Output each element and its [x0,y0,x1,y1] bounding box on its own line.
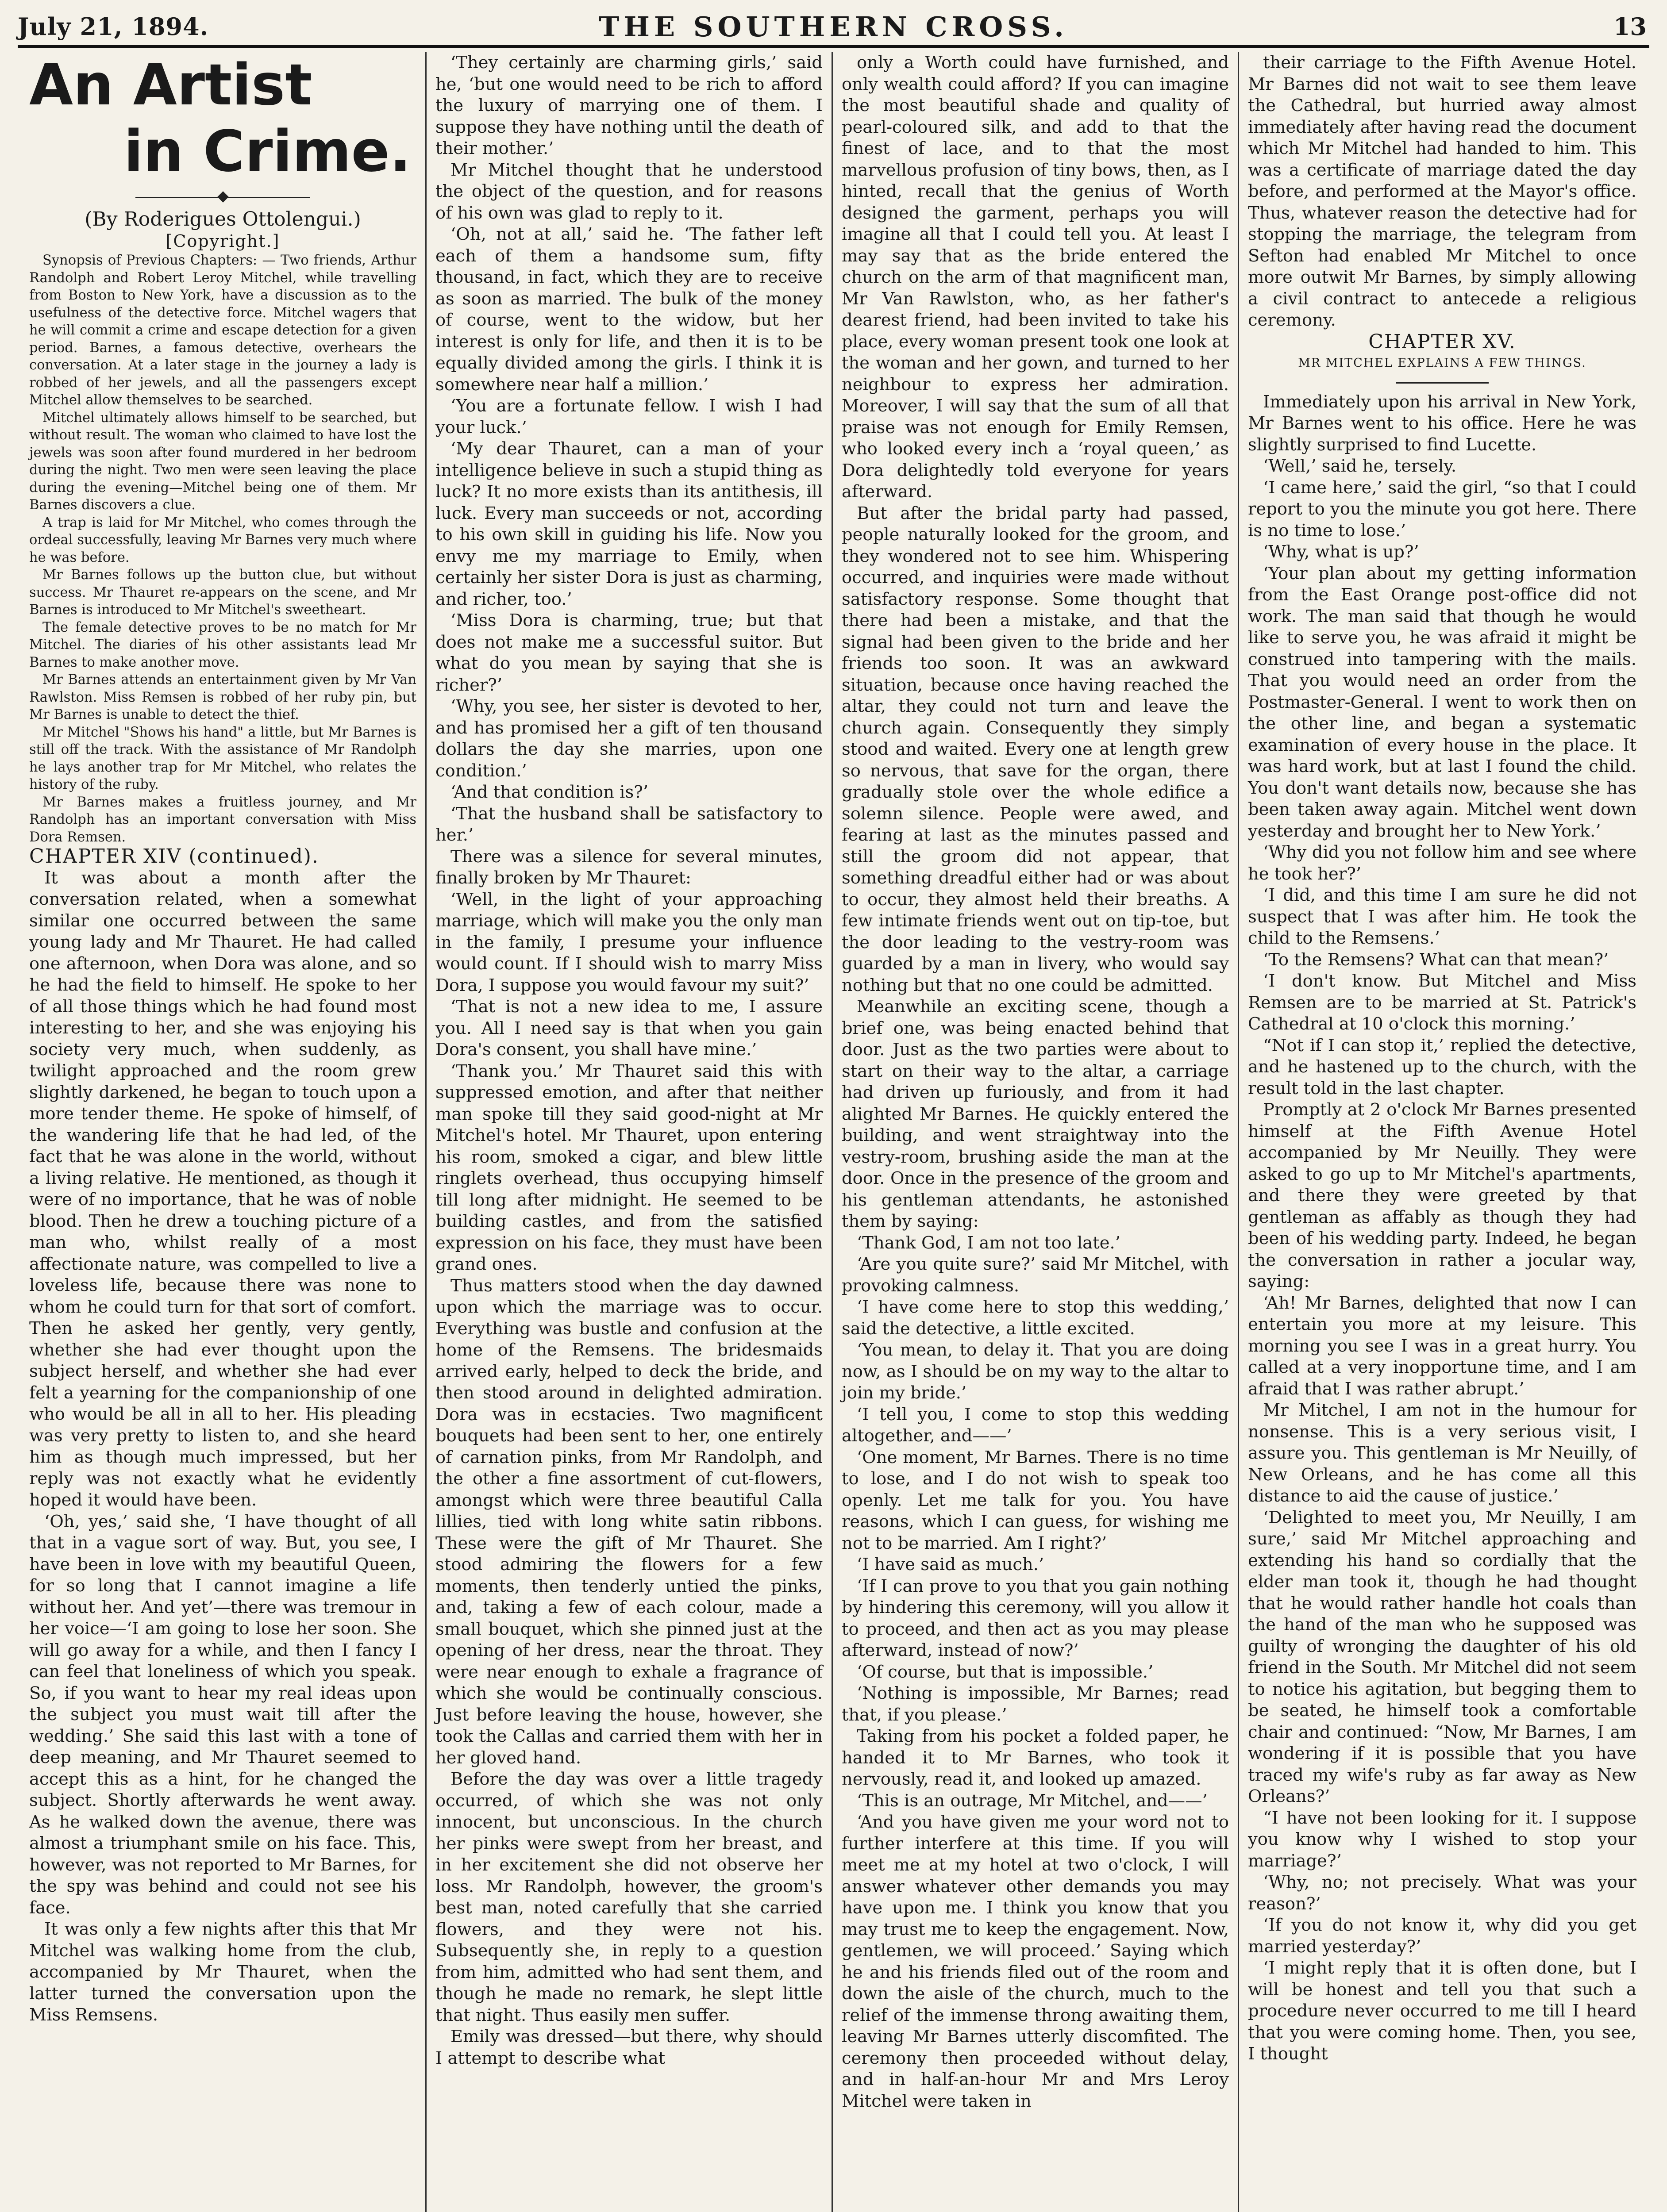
synopsis-paragraph: Mr Barnes makes a fruitless journey, and Mr Randolph has an important conversation with Miss Dora Remsen. [29,794,416,845]
diamond-ornament-icon [217,191,228,202]
body-paragraph: ‘I tell you, I come to stop this wedding altogether, and——’ [842,1404,1229,1446]
column-1 [20,52,427,2212]
body-paragraph: Thus matters stood when the day dawned upon which the marriage was to occur. Everything was bustle and confusion at the home of the Remsens. The bridesmaids arrived early, helped to deck the bride, and then stood around in delighted admiration. Dora was in ecstacies. Two magnificent bouquets had been sent to her, one entirely of carnation pinks, from Mr Randolph, and the other a fine assortment of cut-flowers, amongst which were three beautiful Calla lillies, tied with long white satin ribbons. These were the gift of Mr Thauret. She stood admiring the flowers for a few moments, then tenderly untied the pinks, and, taking a few of each colour, made a small bouquet, which she pinned just at the opening of her dress, near the throat. They were near enough to exhale a fragrance of which she would be continually conscious. Just before leaving the house, however, she took the Callas and carried them with her in her gloved hand. [435,1275,823,1768]
body-paragraph: ‘I don't know. But Mitchel and Miss Remsen are to be married at St. Patrick's Cathedral at 10 o'clock this morning.’ [1248,971,1636,1034]
body-paragraph: But after the bridal party had passed, people naturally looked for the groom, and they wondered not to see him. Whispering occurred, and inquiries were made without satisfactory response. Some thought that there had been a mistake, and that the signal had been given to the bride and her friends too soon. It was an awkward situation, because once having reached the altar, they could not turn and leave the church again. Consequently they simply stood and waited. Every one at length grew so nervous, that save for the organ, there gradually stole over the whole edifice a solemn silence. People were awed, and fearing at last as the minutes passed and still the groom did not appear, that something dreadful either had or was about to occur, they almost held their breaths. A few intimate friends went out on tip-toe, but the door leading to the vestry-room was guarded by a man in livery, who would say nothing but that no one could be admitted. [842,503,1229,995]
body-paragraph: ‘Why did you not follow him and see where he took her?’ [1248,842,1636,884]
body-paragraph: Mr Mitchel, I am not in the humour for nonsense. This is a very serious visit, I assure you. This gentleman is Mr Neuilly, of New Orleans, and he has come all this distance to aid the cause of justice.’ [1248,1400,1636,1506]
body-paragraph: ‘Of course, but that is impossible.’ [857,1662,1154,1682]
synopsis-paragraph: Mr Mitchel "Shows his hand" a little, but Mr Barnes is still off the track. With the assistance of Mr Randolph he lays another trap for Mr Mitchel, who relates the history of the ruby. [29,724,416,792]
body-paragraph: ‘Miss Dora is charming, true; but that does not make me a successful suitor. But what do you mean by saying that she is richer?’ [435,611,823,695]
body-paragraph: ‘And you have given me your word not to further interfere at this time. If you will meet me at my hotel at two o'clock, I will answer whatever other demands you may have upon me. I think you know that you may trust me to keep the engagement. Now, gentlemen, we will proceed.’ Saying which he and his friends filed out of the room and down the aisle of the church, much to the relief of the immense throng awaiting them, leaving Mr Barnes utterly discomfited. The ceremony then proceeded without delay, and in half-an-hour Mr and Mrs Leroy Mitchel were taken in [842,1812,1229,2111]
title-ornament [29,193,416,202]
column-3 [833,52,1239,2212]
copyright-notice: [Copyright.] [166,231,280,251]
body-paragraph: ‘That is not a new idea to me, I assure you. All I need say is that when you gain Dora's consent, you shall have mine.’ [435,997,823,1060]
body-paragraph: ‘Well,’ said he, tersely. [1263,456,1457,476]
body-paragraph: only a Worth could have furnished, and only wealth could afford? If you can imagine the most beautiful shade and quality of pearl-coloured silk, and add to that the finest of lace, and to that the most marvellous profusion of tiny bows, then, as I hinted, recall that the genius of Worth designed the garment, perhaps you will imagine all that I could tell you. At least I may say that as the bride entered the church on the arm of that magnificent man, Mr Van Rawlston, who, as her father's dearest friend, had been invited to take his place, every woman present took one look at the woman and her gown, and turned to her neighbour to express her admiration. Moreover, I will say that the sum of all that praise was not enough for Emily Remsen, who looked every inch a ‘royal queen,’ as Dora delightedly told everyone for years afterward. [842,53,1229,502]
body-paragraph: ‘Why, no; not precisely. What was your reason?’ [1248,1872,1636,1914]
body-paragraph: Before the day was over a little tragedy occurred, of which she was not only innocent, but unconscious. In the church her pinks were swept from her breast, and in her excitement she did not observe her loss. Mr Randolph, however, the groom's best man, noted carefully that she carried flowers, and they were not his. Subsequently she, in reply to a question from him, admitted who had sent them, and though he made no remark, he slept little that night. Thus easily men suffer. [435,1769,823,2025]
masthead [18,8,1649,48]
synopsis-paragraph: Mitchel ultimately allows himself to be searched, but without result. The woman who claimed to have lost the jewels was soon after found murdered in her bedroom during the night. Two men were seen leaving the place during the evening—Mitchel being one of them. Mr Barnes discovers a clue. [29,410,416,513]
body-paragraph: ‘Well, in the light of your approaching marriage, which will make you the only man in the family, I presume your influence would count. If I should wish to marry Miss Dora, I suppose you would favour my suit?’ [435,889,823,995]
body-paragraph: ‘Why, what is up?’ [1263,542,1419,562]
body-paragraph: “I have not been looking for it. I suppose you know why I wished to stop your marriage?’ [1248,1808,1636,1871]
body-paragraph: ‘They certainly are charming girls,’ said he, ‘but one would need to be rich to afford the luxury of marrying one of them. I suppose they have nothing until the death of their mother.’ [435,53,823,158]
synopsis-paragraph: Mr Barnes attends an entertainment given by Mr Van Rawlston. Miss Remsen is robbed of her ruby pin, but Mr Barnes is unable to detect the thief. [29,672,416,722]
body-paragraph: ‘I have said as much.’ [857,1555,1044,1575]
synopsis-paragraph: A trap is laid for Mr Mitchel, who comes through the ordeal successfully, leaving Mr Barnes very much where he was before. [29,515,416,565]
section-divider [1396,382,1489,384]
body-paragraph: ‘Thank you.’ Mr Thauret said this with suppressed emotion, and after that neither man spoke till they said good-night at Mr Mitchel's hotel. Mr Thauret, upon entering his room, smoked a cigar, and blew little ringlets overhead, thus occupying himself till long after midnight. He seemed to be building castles, and from the satisfied expression on his face, they must have been grand ones. [435,1061,823,1274]
body-paragraph: ‘Ah! Mr Barnes, delighted that now I can entertain you more at my leisure. This morning you see I was in a great hurry. You called at a very inopportune time, and I am afraid that I was rather abrupt.’ [1248,1293,1636,1399]
body-paragraph: ‘I have come here to stop this wedding,’ said the detective, a little excited. [842,1297,1229,1339]
body-paragraph: ‘Oh, yes,’ said she, ‘I have thought of all that in a vague sort of way. But, you see, I have been in love with my beautiful Queen, for so long that I cannot imagine a life without her. And yet’—there was tremour in her voice—‘I am going to lose her soon. She will go away for a while, and then I fancy I can feel that loneliness of which you speak. So, if you want to hear my real ideas upon the subject you must wait till after the wedding.’ She said this last with a tone of deep meaning, and Mr Thauret seemed to accept this as a hint, for he changed the subject. Shortly afterwards he went away. As he walked down the avenue, there was almost a triumphant smile on his face. This, however, was not reported to Mr Barnes, for the spy was behind and could not see his face. [29,1511,416,1918]
newspaper-title: THE SOUTHERN CROSS. [599,11,1068,43]
body-paragraph: ‘Nothing is impossible, Mr Barnes; read that, if you please.’ [842,1683,1229,1725]
body-paragraph: ‘Are you quite sure?’ said Mr Mitchel, with provoking calmness. [842,1254,1229,1296]
issue-date: July 21, 1894. [18,12,209,41]
body-paragraph: ‘This is an outrage, Mr Mitchel, and——’ [857,1790,1208,1811]
body-paragraph: Emily was dressed—but there, why should I attempt to describe what [435,2027,823,2068]
body-paragraph: ‘Why, you see, her sister is devoted to her, and has promised her a gift of ten thousand dollars the day she marries, upon one condition.’ [435,696,823,781]
story-title-line-1: An Artist [29,52,312,118]
body-paragraph: Taking from his pocket a folded paper, he handed it to Mr Barnes, who took it nervously, read it, and looked up amazed. [842,1726,1229,1789]
body-paragraph: ‘One moment, Mr Barnes. There is no time to lose, and I do not wish to speak too openly. Let me talk for you. You have reasons, which I can guess, for wishing me not to be married. Am I right?’ [842,1447,1229,1553]
body-paragraph: ‘Your plan about my getting information from the East Orange post-office did not work. The man said that though he would like to serve you, he was afraid it might be construed into tampering with the mails. That you would need an order from the Postmaster-General. I went to work then on the other line, and began a systematic examination of every house in the place. It was hard work, but at last I found the child. You don't want details now, because she has been taken away again. Mitchel went down yesterday and brought her to New York.’ [1248,563,1636,841]
body-paragraph: It was only a few nights after this that Mr Mitchel was walking home from the club, accompanied by Mr Thauret, when the latter turned the conversation upon the Miss Remsens. [29,1919,416,2025]
body-paragraph: ‘And that condition is?’ [450,782,649,802]
body-paragraph: ‘My dear Thauret, can a man of your intelligence believe in such a stupid thing as luck? It no more exists than its antithesis, ill luck. Every man succeeds or not, according to his own skill in guiding his life. Now you envy me my marriage to Emily, when certainly her sister Dora is just as charming, and richer, too.’ [435,439,823,609]
synopsis-paragraph: Mr Barnes follows up the button clue, but without success. Mr Thauret re-appears on the scene, and Mr Barnes is introduced to Mr Mitchel's sweetheart. [29,567,416,618]
body-paragraph: ‘I might reply that it is often done, but I will be honest and tell you that such a procedure never occurred to me till I heard that you were coming home. Then, you see, I thought [1248,1958,1636,2064]
article-columns [20,52,1647,2212]
synopsis-paragraph: Synopsis of Previous Chapters: — Two friends, Arthur Randolph and Robert Leroy Mitchel, while travelling from Boston to New York, have a discussion as to the usefulness of the detective force. Mitchel wagers that he will commit a crime and escape detection for a given period. Barnes, a famous detective, overhears the conversation. At a later stage in the journey a lady is robbed of her jewels, and all the passengers except Mitchel allow themselves to be searched. [29,253,416,408]
body-paragraph: Immediately upon his arrival in New York, Mr Barnes went to his office. Here he was slightly surprised to find Lucette. [1248,392,1636,455]
column-4 [1239,52,1645,2212]
page-number: 13 [1613,12,1647,41]
body-paragraph: ‘I came here,’ said the girl, “so that I could report to you the minute you got here. There is no time to lose.’ [1248,477,1636,541]
body-paragraph: It was about a month after the conversation related, when a somewhat similar one occurred between the same young lady and Mr Thauret. He had called one afternoon, when Dora was alone, and so he had the field to himself. He spoke to her of all those things which he had found most interesting to her, and she was enjoying his society very much, when suddenly, as twilight approached and the room grew slightly darkened, he began to touch upon a more tender theme. He spoke of himself, of the wandering life that he had led, of the fact that he was alone in the world, without a living relative. He mentioned, as though it were of no importance, that he was of noble blood. Then he drew a touching picture of a man who, whilst really of a most affectionate nature, was compelled to live a loveless life, because there was none to whom he could turn for that sort of comfort. Then he asked her gently, very gently, whether she had ever thought upon the subject herself, and whether she had ever felt a yearning for the companionship of one who would be all in all to her. His pleading was very pretty to listen to, and she heard him as though much impressed, but her reply was not exactly what he evidently hoped it would have been. [29,868,416,1510]
byline: (By Roderigues Ottolengui.) [85,208,361,230]
body-paragraph: Meanwhile an exciting scene, though a brief one, was being enacted behind that door. Just as the two parties were about to start on their way to the altar, a carriage had driven up furiously, and from it had alighted Mr Barnes. He quickly entered the building, and went straightway into the vestry-room, brushing aside the man at the door. Once in the presence of the groom and his gentleman attendants, he astonished them by saying: [842,997,1229,1231]
body-paragraph: Promptly at 2 o'clock Mr Barnes presented himself at the Fifth Avenue Hotel accompanied by Mr Neuilly. They were asked to go up to Mr Mitchel's apartments, and there they were greeted by that gentleman as affably as though they had been of his wedding party. Indeed, he began the conversation in rather a jocular way, saying: [1248,1100,1636,1291]
column-2 [427,52,833,2212]
body-paragraph: ‘You mean, to delay it. That you are doing now, as I should be on my way to the altar to join my bride.’ [842,1340,1229,1403]
body-paragraph: “Not if I can stop it,’ replied the detective, and he hastened up to the church, with the result told in the last chapter. [1248,1035,1636,1098]
body-paragraph: Mr Mitchel thought that he understood the object of the question, and for reasons of his own was glad to reply to it. [435,160,823,223]
chapter-heading: CHAPTER XIV (continued). [29,845,319,868]
body-paragraph: ‘Oh, not at all,’ said he. ‘The father left each of them a handsome sum, fifty thousand, in fact, which they are to receive as soon as married. The bulk of the money of course, went to the widow, but her interest is only for life, and then it is to be equally divided among the girls. I think it is somewhere near half a million.’ [435,224,823,395]
body-paragraph: ‘If you do not know it, why did you get married yesterday?’ [1248,1915,1636,1957]
body-paragraph: ‘Thank God, I am not too late.’ [857,1233,1120,1253]
chapter-subheading: MR MITCHEL EXPLAINS A FEW THINGS. [1298,356,1586,370]
body-paragraph: ‘I did, and this time I am sure he did not suspect that I was after him. He took the child to the Remsens.’ [1248,885,1636,948]
body-paragraph: ‘If I can prove to you that you gain nothing by hindering this ceremony, will you allow it to proceed, and then act as you may please afterward, instead of now?’ [842,1576,1229,1660]
synopsis [29,252,416,846]
body-paragraph: ‘To the Remsens? What can that mean?’ [1263,949,1609,970]
synopsis-paragraph: The female detective proves to be no match for Mr Mitchel. The diaries of his other assistants lead Mr Barnes to make another move. [29,619,416,670]
body-paragraph: ‘You are a fortunate fellow. I wish I had your luck.’ [435,396,823,438]
body-paragraph: ‘Delighted to meet you, Mr Neuilly, I am sure,’ said Mr Mitchel approaching and extending his hand so cordially that the elder man took it, though he had thought that he would rather handle hot coals than the hand of the man who he supposed was guilty of wronging the daughter of his old friend in the South. Mr Mitchel did not seem to notice his agitation, but begging them to be seated, he himself took a comfortable chair and continued: “Now, Mr Barnes, I am wondering if it is possible that you have traced my wife's ruby as far away as New Orleans?’ [1248,1507,1636,1806]
body-paragraph: There was a silence for several minutes, finally broken by Mr Thauret: [435,846,823,888]
body-paragraph: their carriage to the Fifth Avenue Hotel. Mr Barnes did not wait to see them leave the Cathedral, but hurried away almost immediately after having read the document which Mr Mitchel had handed to him. This was a certificate of marriage dated the day before, and performed at the Mayor's office. Thus, whatever reason the detective had for stopping the marriage, the telegram from Sefton had enabled Mr Mitchel to once more outwit Mr Barnes, by simply allowing a civil contract to antecede a religious ceremony. [1248,53,1636,330]
chapter-heading: CHAPTER XV. [1368,330,1516,353]
story-title-line-2: in Crime. [123,119,411,184]
body-paragraph: ‘That the husband shall be satisfactory to her.’ [435,803,823,845]
